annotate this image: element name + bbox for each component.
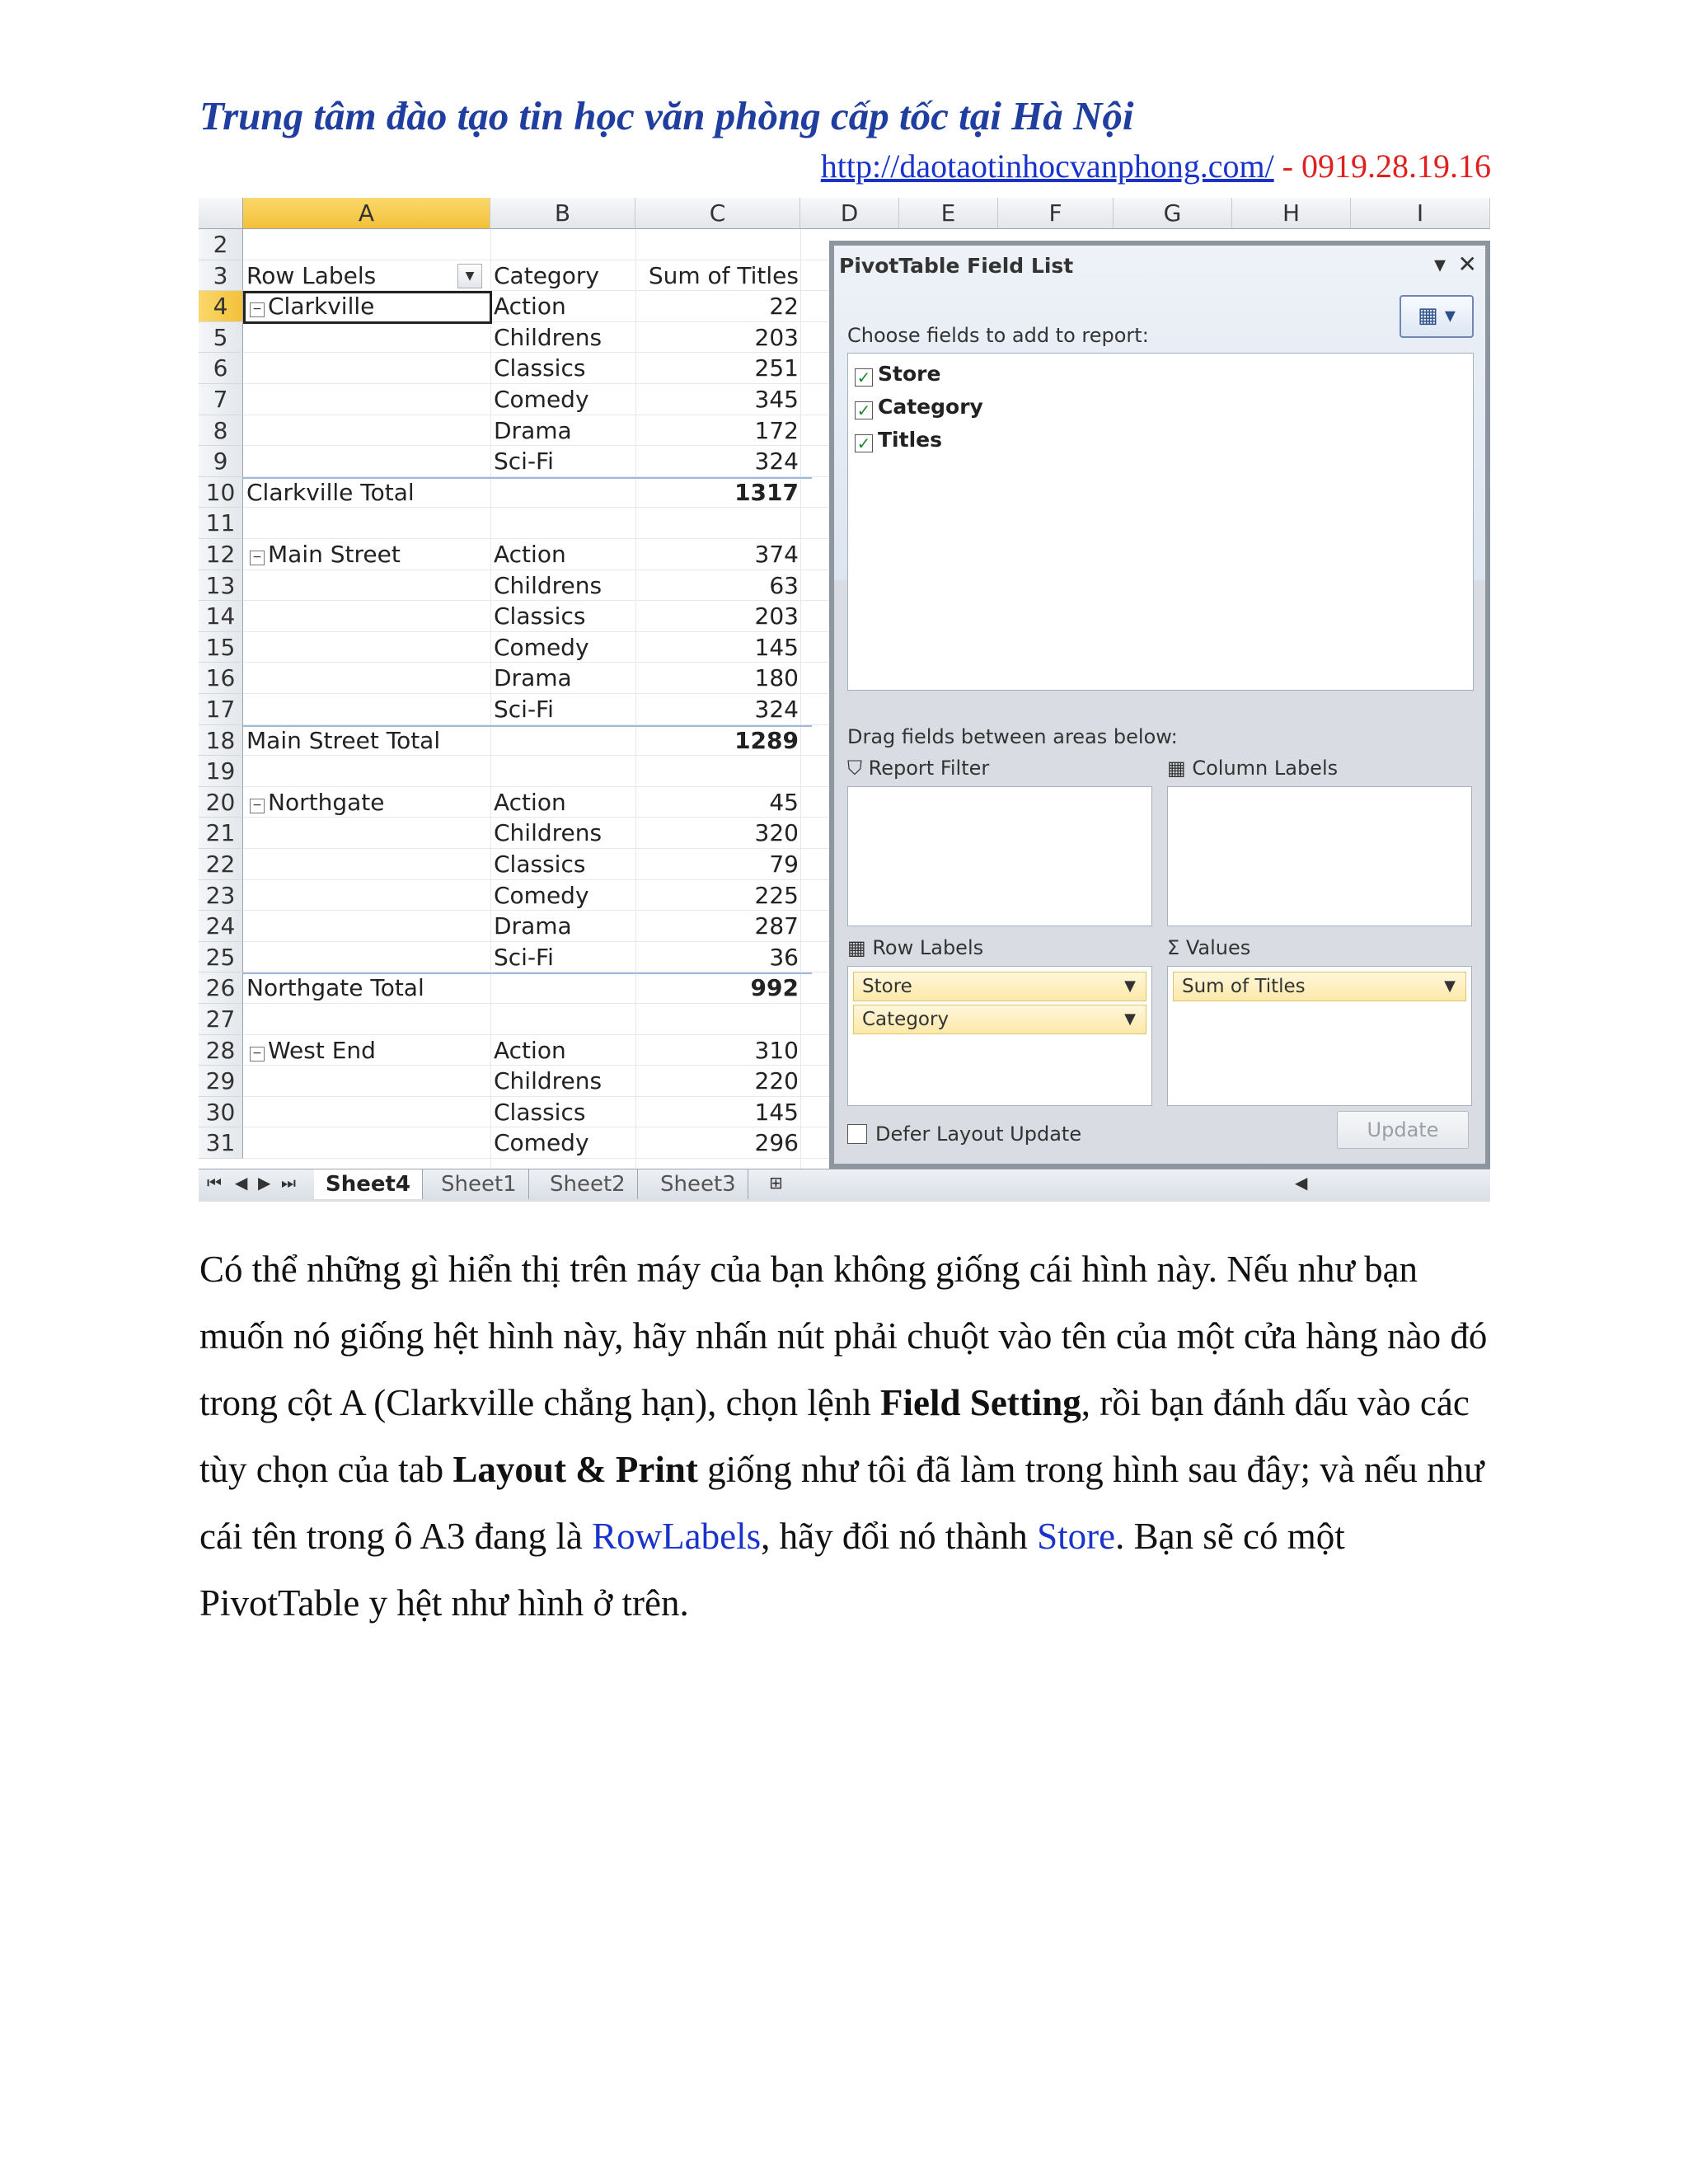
tab-sheet4[interactable]: Sheet4 [314,1169,423,1199]
insert-sheet-icon[interactable]: ⊞ [769,1173,783,1193]
row-header[interactable]: 10 [199,477,243,509]
value-cell[interactable]: 79 [769,851,799,878]
value-cell[interactable]: 296 [754,1129,799,1157]
values-label: Σ Values [1167,936,1251,959]
row-header[interactable]: 8 [199,415,243,447]
field-category[interactable]: ✓ Category [855,395,983,419]
column-header-h[interactable]: H [1232,198,1351,229]
row-header[interactable]: 17 [199,694,243,725]
row-labels-icon: ▦ [847,936,866,959]
category-cell[interactable]: Action [494,541,566,568]
store-total-label[interactable]: Main Street Total [246,726,441,754]
column-header-b[interactable]: B [490,198,635,229]
website-link[interactable]: http://daotaotinhocvanphong.com/ [820,148,1274,185]
store-total-label[interactable]: Northgate Total [246,974,424,1002]
value-cell[interactable]: 172 [754,416,799,444]
select-all-corner[interactable] [199,198,243,229]
gridline [800,229,801,1169]
row-header[interactable]: 9 [199,446,243,477]
category-cell[interactable]: Sci-Fi [494,696,554,723]
row-header[interactable]: 20 [199,787,243,818]
phone-number: 0919.28.19.16 [1301,148,1491,185]
pivottable-field-list [829,241,1490,1169]
drag-fields-label: Drag fields between areas below: [847,725,1178,748]
column-header-i[interactable]: I [1351,198,1490,229]
checkbox-icon[interactable]: ✓ [855,368,873,387]
column-header-g[interactable]: G [1114,198,1232,229]
tab-sheet2[interactable]: Sheet2 [538,1169,638,1199]
excel-screenshot [199,198,1490,1202]
row-header[interactable]: 5 [199,322,243,354]
value-cell[interactable]: 374 [754,541,799,568]
category-cell[interactable]: Comedy [494,1129,589,1157]
value-pill-sum-of-titles[interactable]: Sum of Titles ▼ [1173,972,1466,1001]
category-cell[interactable]: Childrens [494,571,603,599]
row-labels-filter-icon[interactable]: ▼ [457,264,482,288]
column-header-c[interactable]: C [635,198,800,229]
filter-icon: ⛉ [847,757,862,780]
last-sheet-icon[interactable]: ⏭ [281,1173,296,1193]
field-store[interactable]: ✓ Store [855,362,940,387]
row-header[interactable]: 11 [199,508,243,539]
row-labels-area[interactable] [847,966,1152,1106]
value-cell[interactable]: 324 [754,696,799,723]
row-pill-category[interactable]: Category ▼ [853,1005,1146,1034]
dropdown-arrow-icon[interactable]: ▼ [1444,977,1456,995]
value-cell[interactable]: 324 [754,448,799,476]
value-cell[interactable]: 320 [754,819,799,847]
value-cell[interactable]: 180 [754,664,799,692]
header-contact [821,147,1491,185]
collapse-icon[interactable]: − [250,551,265,565]
gridline [635,229,636,1169]
next-sheet-icon[interactable]: ▶ [258,1173,271,1193]
row-header[interactable]: 2 [199,229,243,260]
value-cell[interactable]: 345 [754,386,799,413]
value-cell[interactable]: 225 [754,881,799,909]
report-filter-label: ⛉ Report Filter [847,757,990,780]
column-header-e[interactable]: E [899,198,998,229]
row-header[interactable]: 30 [199,1097,243,1128]
category-cell[interactable]: Action [494,1036,566,1064]
report-filter-area[interactable] [847,786,1152,926]
category-cell[interactable]: Childrens [494,1067,603,1095]
category-cell[interactable]: Classics [494,354,586,382]
collapse-icon[interactable]: − [250,302,265,317]
choose-fields-label: Choose fields to add to report: [847,324,1149,347]
pivot-header-sum[interactable]: Sum of Titles [648,261,799,289]
row-header[interactable]: 14 [199,601,243,632]
row-labels-label: ▦ Row Labels [847,936,984,959]
store-label[interactable] [250,787,489,818]
value-cell[interactable]: 203 [754,323,799,351]
store-total-value[interactable]: 992 [750,974,799,1002]
prev-sheet-icon[interactable]: ◀ [235,1173,248,1193]
rowlabels-term: RowLabels [592,1516,762,1557]
category-cell[interactable]: Sci-Fi [494,448,554,476]
value-cell[interactable]: 145 [754,1098,799,1126]
cell-text: Clarkville [268,293,375,321]
row-header[interactable]: 25 [199,942,243,973]
pivot-header-category[interactable]: Category [494,261,599,289]
row-header[interactable]: 3 [199,260,243,292]
checkbox-icon[interactable] [847,1124,867,1144]
category-cell[interactable]: Action [494,788,566,816]
sigma-icon: Σ [1167,936,1180,959]
sheet-tab-bar [199,1169,1490,1202]
store-total-label[interactable]: Clarkville Total [246,478,415,506]
row-header[interactable]: 6 [199,353,243,384]
store-total-value[interactable]: 1289 [734,726,799,754]
category-cell[interactable]: Classics [494,1098,586,1126]
cell-text: West End [268,1036,376,1064]
value-cell[interactable]: 203 [754,602,799,630]
row-header[interactable]: 19 [199,756,243,787]
gridline [490,229,491,1169]
row-header[interactable]: 31 [199,1127,243,1159]
store-term: Store [1037,1516,1116,1557]
row-header[interactable]: 4 [199,291,243,322]
update-button[interactable]: Update [1337,1111,1469,1149]
row-header[interactable]: 24 [199,911,243,942]
collapse-icon[interactable]: − [250,1047,265,1062]
row-header[interactable]: 15 [199,632,243,663]
row-header[interactable]: 26 [199,972,243,1004]
scroll-left-icon[interactable]: ◀ [1295,1173,1308,1193]
row-header[interactable]: 13 [199,570,243,602]
row-header[interactable]: 16 [199,663,243,694]
column-header-a[interactable]: A [243,198,490,229]
value-cell[interactable]: 63 [769,571,799,599]
layout-print-term: Layout & Print [452,1449,698,1490]
checkbox-icon[interactable]: ✓ [855,401,873,419]
column-labels-label: ▦ Column Labels [1167,757,1339,780]
value-cell[interactable]: 287 [754,912,799,940]
field-titles[interactable]: ✓ Titles [855,428,942,452]
store-label[interactable] [250,1035,489,1066]
category-cell[interactable]: Sci-Fi [494,943,554,971]
dropdown-arrow-icon[interactable]: ▼ [1124,977,1136,995]
row-header[interactable]: 29 [199,1066,243,1097]
category-cell[interactable]: Action [494,293,566,321]
tab-sheet1[interactable]: Sheet1 [429,1169,529,1199]
active-cell-border [243,291,492,324]
close-icon[interactable]: ✕ [1457,251,1477,278]
category-cell[interactable]: Comedy [494,881,589,909]
value-cell[interactable]: 36 [769,943,799,971]
first-sheet-icon[interactable]: ⏮ [207,1173,222,1193]
store-total-value[interactable]: 1317 [734,478,799,506]
value-cell[interactable]: 22 [769,293,799,321]
dropdown-arrow-icon[interactable]: ▼ [1124,1010,1136,1028]
column-header-f[interactable]: F [998,198,1114,229]
row-header[interactable]: 7 [199,384,243,415]
row-pill-store[interactable]: Store ▼ [853,972,1146,1001]
separator: - [1273,148,1301,185]
defer-layout-update[interactable]: Defer Layout Update [847,1122,1081,1146]
field-list-box [847,353,1474,691]
category-cell[interactable]: Drama [494,664,572,692]
store-label[interactable] [250,539,489,570]
layout-options-button[interactable]: ▦ ▾ [1400,295,1474,338]
category-cell[interactable]: Classics [494,602,586,630]
category-cell[interactable]: Comedy [494,386,589,413]
category-cell[interactable]: Classics [494,851,586,878]
tab-sheet3[interactable]: Sheet3 [649,1169,748,1199]
category-cell[interactable]: Comedy [494,633,589,661]
category-cell[interactable]: Childrens [494,323,603,351]
row-header[interactable]: 21 [199,818,243,849]
value-cell[interactable]: 220 [754,1067,799,1095]
values-area[interactable] [1167,966,1472,1106]
value-cell[interactable]: 251 [754,354,799,382]
column-labels-icon: ▦ [1167,757,1186,780]
cell-text: Main Street [268,541,401,568]
value-cell[interactable]: 145 [754,633,799,661]
value-cell[interactable]: 45 [769,788,799,816]
checkbox-icon[interactable]: ✓ [855,434,873,452]
body-paragraph: Có thể những gì hiển thị trên máy của bạn không giống cái hình này. Nếu như bạn muốn nó giống hệt hình này, hãy nhấn nút phải chuột vào tên của một cửa hàng nào đó trong cột A (Clarkville chẳng hạn), chọn lệnh Field Setting, rồi bạn đánh dấu vào các tùy chọn của tab Layout & Print giống như tôi đã làm trong hình sau đây; và nếu như cái tên trong ô A3 đang là RowLabels, hãy đổi nó thành Store. Bạn sẽ có một PivotTable y hệt như hình ở trên. [199,1249,1488,1624]
row-header[interactable]: 23 [199,880,243,912]
row-header[interactable]: 22 [199,849,243,880]
cell-text: Northgate [268,788,385,816]
row-header[interactable]: 18 [199,725,243,757]
panel-title: PivotTable Field List [839,254,1074,278]
row-header[interactable]: 12 [199,539,243,570]
column-labels-area[interactable] [1167,786,1472,926]
field-setting-term: Field Setting [880,1382,1081,1423]
column-header-d[interactable]: D [800,198,899,229]
category-cell[interactable]: Drama [494,416,572,444]
header-title: Trung tâm đào tạo tin học văn phòng cấp tốc tại Hà Nội [199,93,1134,138]
pivot-header-row-labels[interactable]: Row Labels [246,261,377,289]
row-header[interactable]: 28 [199,1035,243,1066]
category-cell[interactable]: Childrens [494,819,603,847]
row-header[interactable]: 27 [199,1004,243,1035]
panel-dropdown-icon[interactable]: ▾ [1433,251,1446,278]
category-cell[interactable]: Drama [494,912,572,940]
value-cell[interactable]: 310 [754,1036,799,1064]
collapse-icon[interactable]: − [250,799,265,813]
